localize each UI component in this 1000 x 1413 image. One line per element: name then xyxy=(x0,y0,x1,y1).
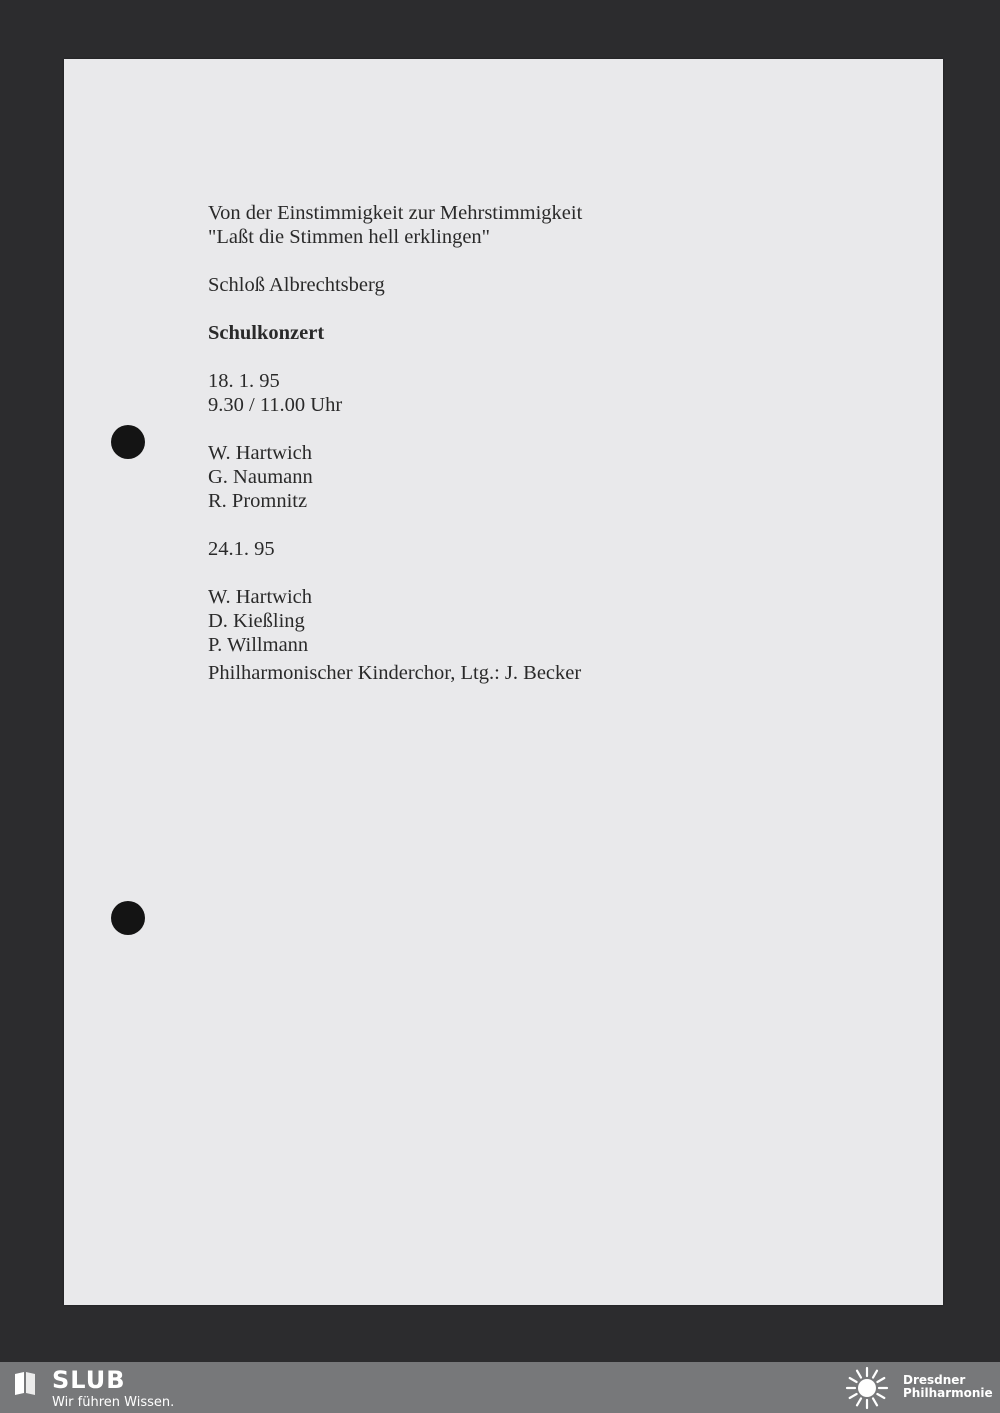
slub-tagline: Wir führen Wissen. xyxy=(52,1395,175,1410)
partner-name-line1: Dresdner xyxy=(903,1373,966,1387)
program-subtitle: "Laßt die Stimmen hell erklingen" xyxy=(208,226,491,248)
slub-wordmark: SLUB xyxy=(52,1366,126,1394)
date-first: 18. 1. 95 xyxy=(208,370,280,392)
date-second: 24.1. 95 xyxy=(208,538,275,560)
performer: P. Willmann xyxy=(208,634,309,656)
performer: G. Naumann xyxy=(208,466,313,488)
performer: D. Kießling xyxy=(208,610,305,632)
partner-name-line2: Philharmonie xyxy=(903,1386,993,1400)
performer: W. Hartwich xyxy=(208,442,312,464)
document-content xyxy=(208,201,582,685)
book-icon xyxy=(12,1370,38,1396)
punch-hole-bottom xyxy=(111,901,145,935)
performer: R. Promnitz xyxy=(208,490,308,512)
footer-bar xyxy=(0,1362,1000,1413)
partner-wordmark xyxy=(903,1374,993,1400)
document-page xyxy=(64,59,943,1305)
program-title: Von der Einstimmigkeit zur Mehrstimmigkeit xyxy=(208,202,583,224)
performer: W. Hartwich xyxy=(208,586,312,608)
choir-credit: Philharmonischer Kinderchor, Ltg.: J. Becker xyxy=(208,662,582,684)
venue: Schloß Albrechtsberg xyxy=(208,274,385,296)
time-first: 9.30 / 11.00 Uhr xyxy=(208,394,343,416)
event-type: Schulkonzert xyxy=(208,322,325,344)
sunburst-icon xyxy=(842,1366,892,1410)
punch-hole-top xyxy=(111,425,145,459)
